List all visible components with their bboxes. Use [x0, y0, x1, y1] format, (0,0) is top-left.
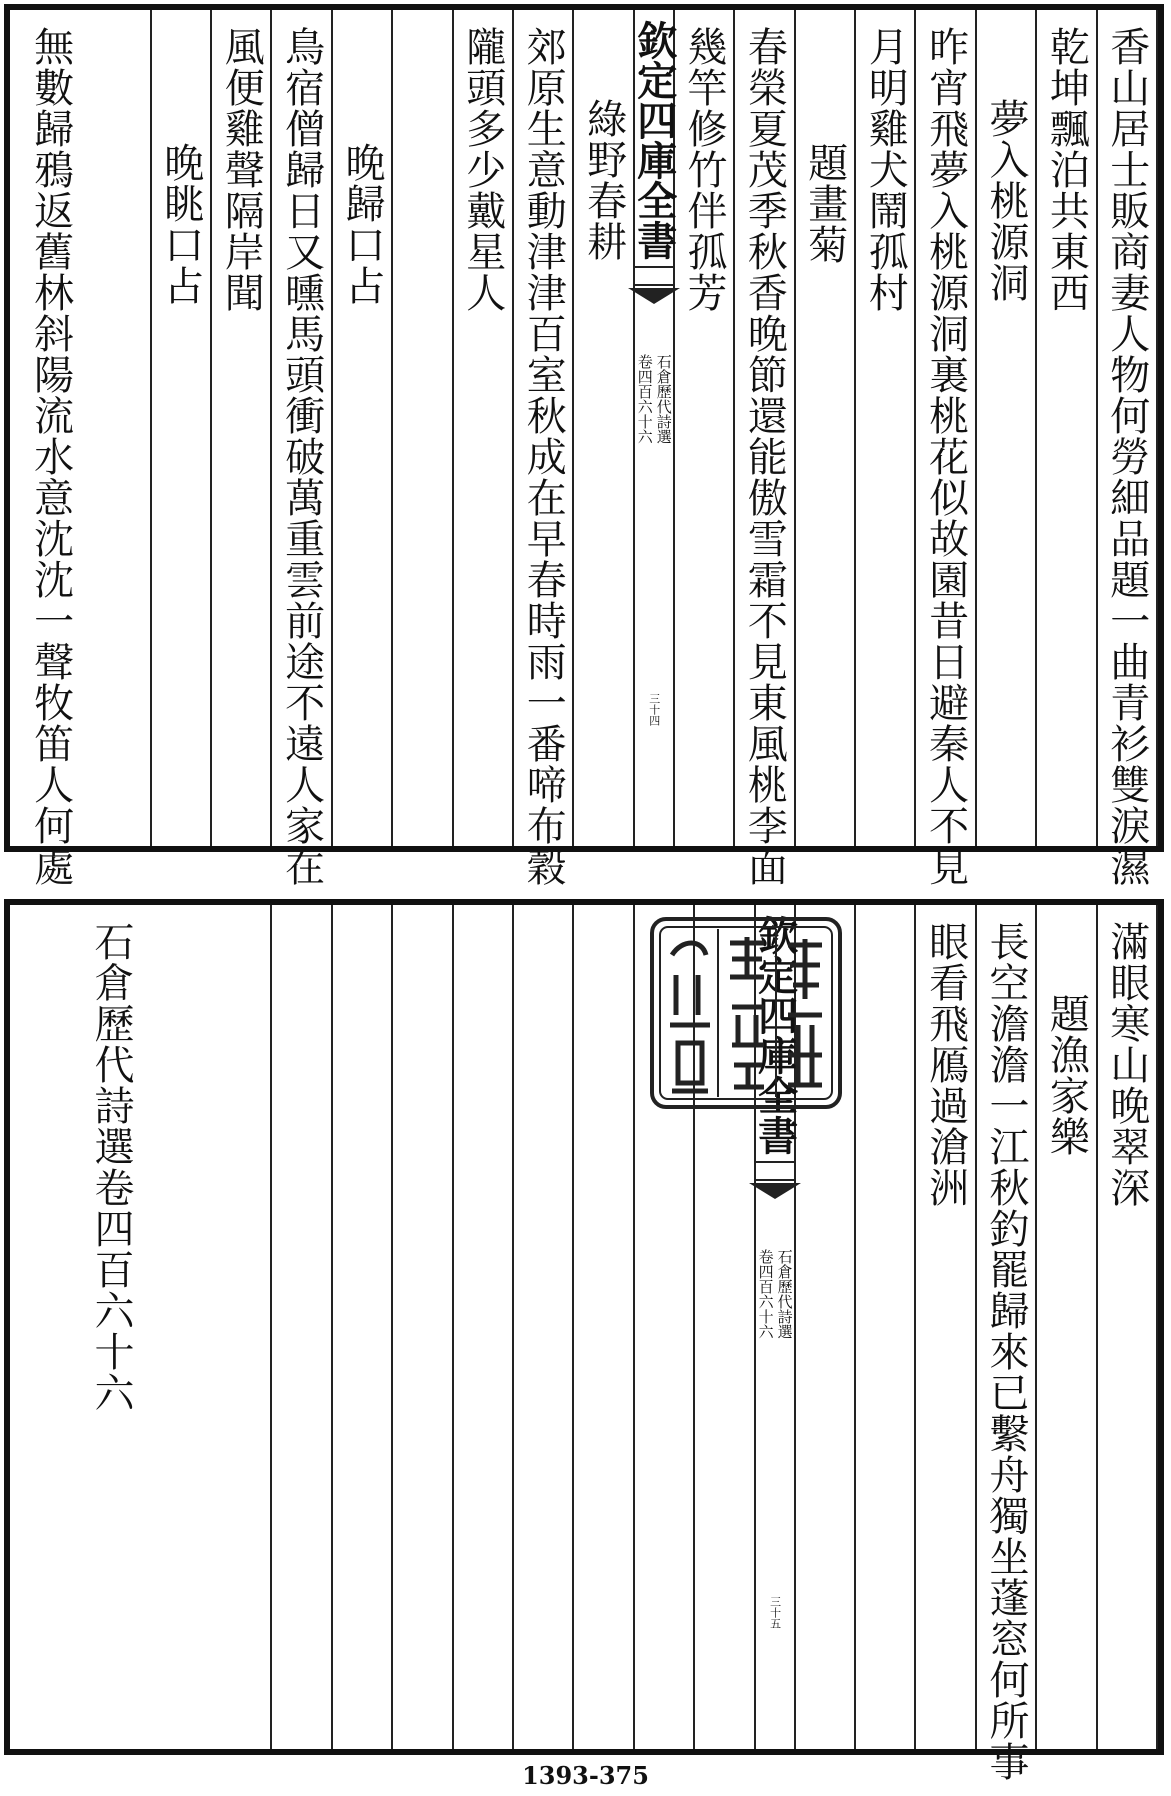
spine-book-name: 石倉歷代詩選	[775, 1249, 794, 1339]
column-text: 石倉歷代詩選卷四百六十六	[88, 921, 134, 1413]
text-column	[393, 905, 453, 1749]
text-column	[212, 10, 272, 846]
spine-volume: 卷四百六十六	[635, 354, 654, 444]
spine-title: 欽定四庫全書	[630, 20, 678, 260]
column-text: 綠野春耕	[580, 98, 627, 262]
text-column	[10, 10, 91, 887]
spine-notch-mark	[628, 288, 680, 304]
text-column	[91, 10, 151, 846]
spine-book-info	[637, 354, 671, 444]
column-text: 無數歸鴉返舊林斜陽流水意沈沈一聲牧笛人何處	[27, 26, 74, 887]
text-column	[675, 10, 735, 846]
column-text: 隴頭多少戴星人	[459, 26, 506, 313]
spine-fishtail	[635, 266, 673, 286]
column-text: 長空澹澹一江秋釣罷歸來已繫舟獨坐蓬窓何所事	[982, 921, 1029, 1782]
text-column	[977, 905, 1037, 1782]
text-column	[454, 10, 514, 846]
column-text: 晚歸口占	[338, 142, 385, 306]
column-text: 昨宵飛夢入桃源洞裏桃花似故園昔日避秦人不見	[922, 26, 969, 887]
text-column	[856, 905, 916, 1749]
text-column	[1098, 10, 1158, 887]
spine-leaf-number: 三十五	[768, 1596, 782, 1629]
spine-volume: 卷四百六十六	[756, 1249, 775, 1339]
page-number: 1393-375	[522, 1761, 649, 1790]
text-column	[212, 905, 272, 1749]
text-column	[916, 905, 976, 1749]
column-text: 春榮夏茂季秋香晚節還能傲雪霜不見東風桃李面	[741, 26, 788, 887]
text-column	[333, 905, 393, 1749]
column-text: 題畫菊	[801, 142, 848, 265]
column-text: 鳥宿僧歸日又曛馬頭衝破萬重雲前途不遠人家在	[278, 26, 325, 887]
text-column	[1037, 10, 1097, 846]
column-text: 乾坤飄泊共東西	[1043, 26, 1090, 313]
text-column	[454, 905, 514, 1749]
text-column	[272, 905, 332, 1749]
text-column	[272, 10, 332, 887]
text-column	[856, 10, 916, 846]
text-column	[916, 10, 976, 887]
text-column	[735, 10, 795, 887]
text-column	[1037, 905, 1097, 1749]
spine-book-info	[758, 1249, 792, 1339]
column-text: 眼看飛鴈過滄洲	[922, 921, 969, 1208]
text-column	[574, 10, 634, 846]
text-column	[1098, 905, 1158, 1749]
top-page	[4, 4, 1164, 887]
text-column	[977, 10, 1037, 846]
spine-notch-mark	[749, 1183, 801, 1199]
column-text: 風便雞聲隔岸聞	[218, 26, 265, 313]
spine-title: 欽定四庫全書	[751, 915, 799, 1155]
column-text: 晚眺口占	[157, 142, 204, 306]
text-column	[393, 10, 453, 846]
text-column	[514, 10, 574, 887]
column-text: 夢入桃源洞	[982, 98, 1029, 303]
text-column	[152, 10, 212, 846]
column-text: 題漁家樂	[1043, 993, 1090, 1157]
text-column	[333, 10, 393, 846]
column-text: 幾竿修竹伴孤芳	[680, 26, 727, 313]
spine-leaf-number: 三十四	[647, 693, 661, 726]
imperial-seal	[648, 915, 844, 1111]
text-column	[796, 10, 856, 846]
book-spine	[630, 10, 678, 846]
column-text: 滿眼寒山晚翠深	[1103, 921, 1150, 1208]
column-text: 月明雞犬鬧孤村	[862, 26, 909, 313]
spine-fishtail	[756, 1161, 794, 1181]
column-text: 香山居士販商妻人物何勞細品題一曲青衫雙淚濕	[1103, 26, 1150, 887]
spine-book-name: 石倉歷代詩選	[654, 354, 673, 444]
text-column	[574, 905, 634, 1749]
text-column	[514, 905, 574, 1749]
column-text: 郊原生意動津津百室秋成在早春時雨一番啼布穀	[520, 26, 567, 887]
text-column	[10, 905, 212, 1749]
